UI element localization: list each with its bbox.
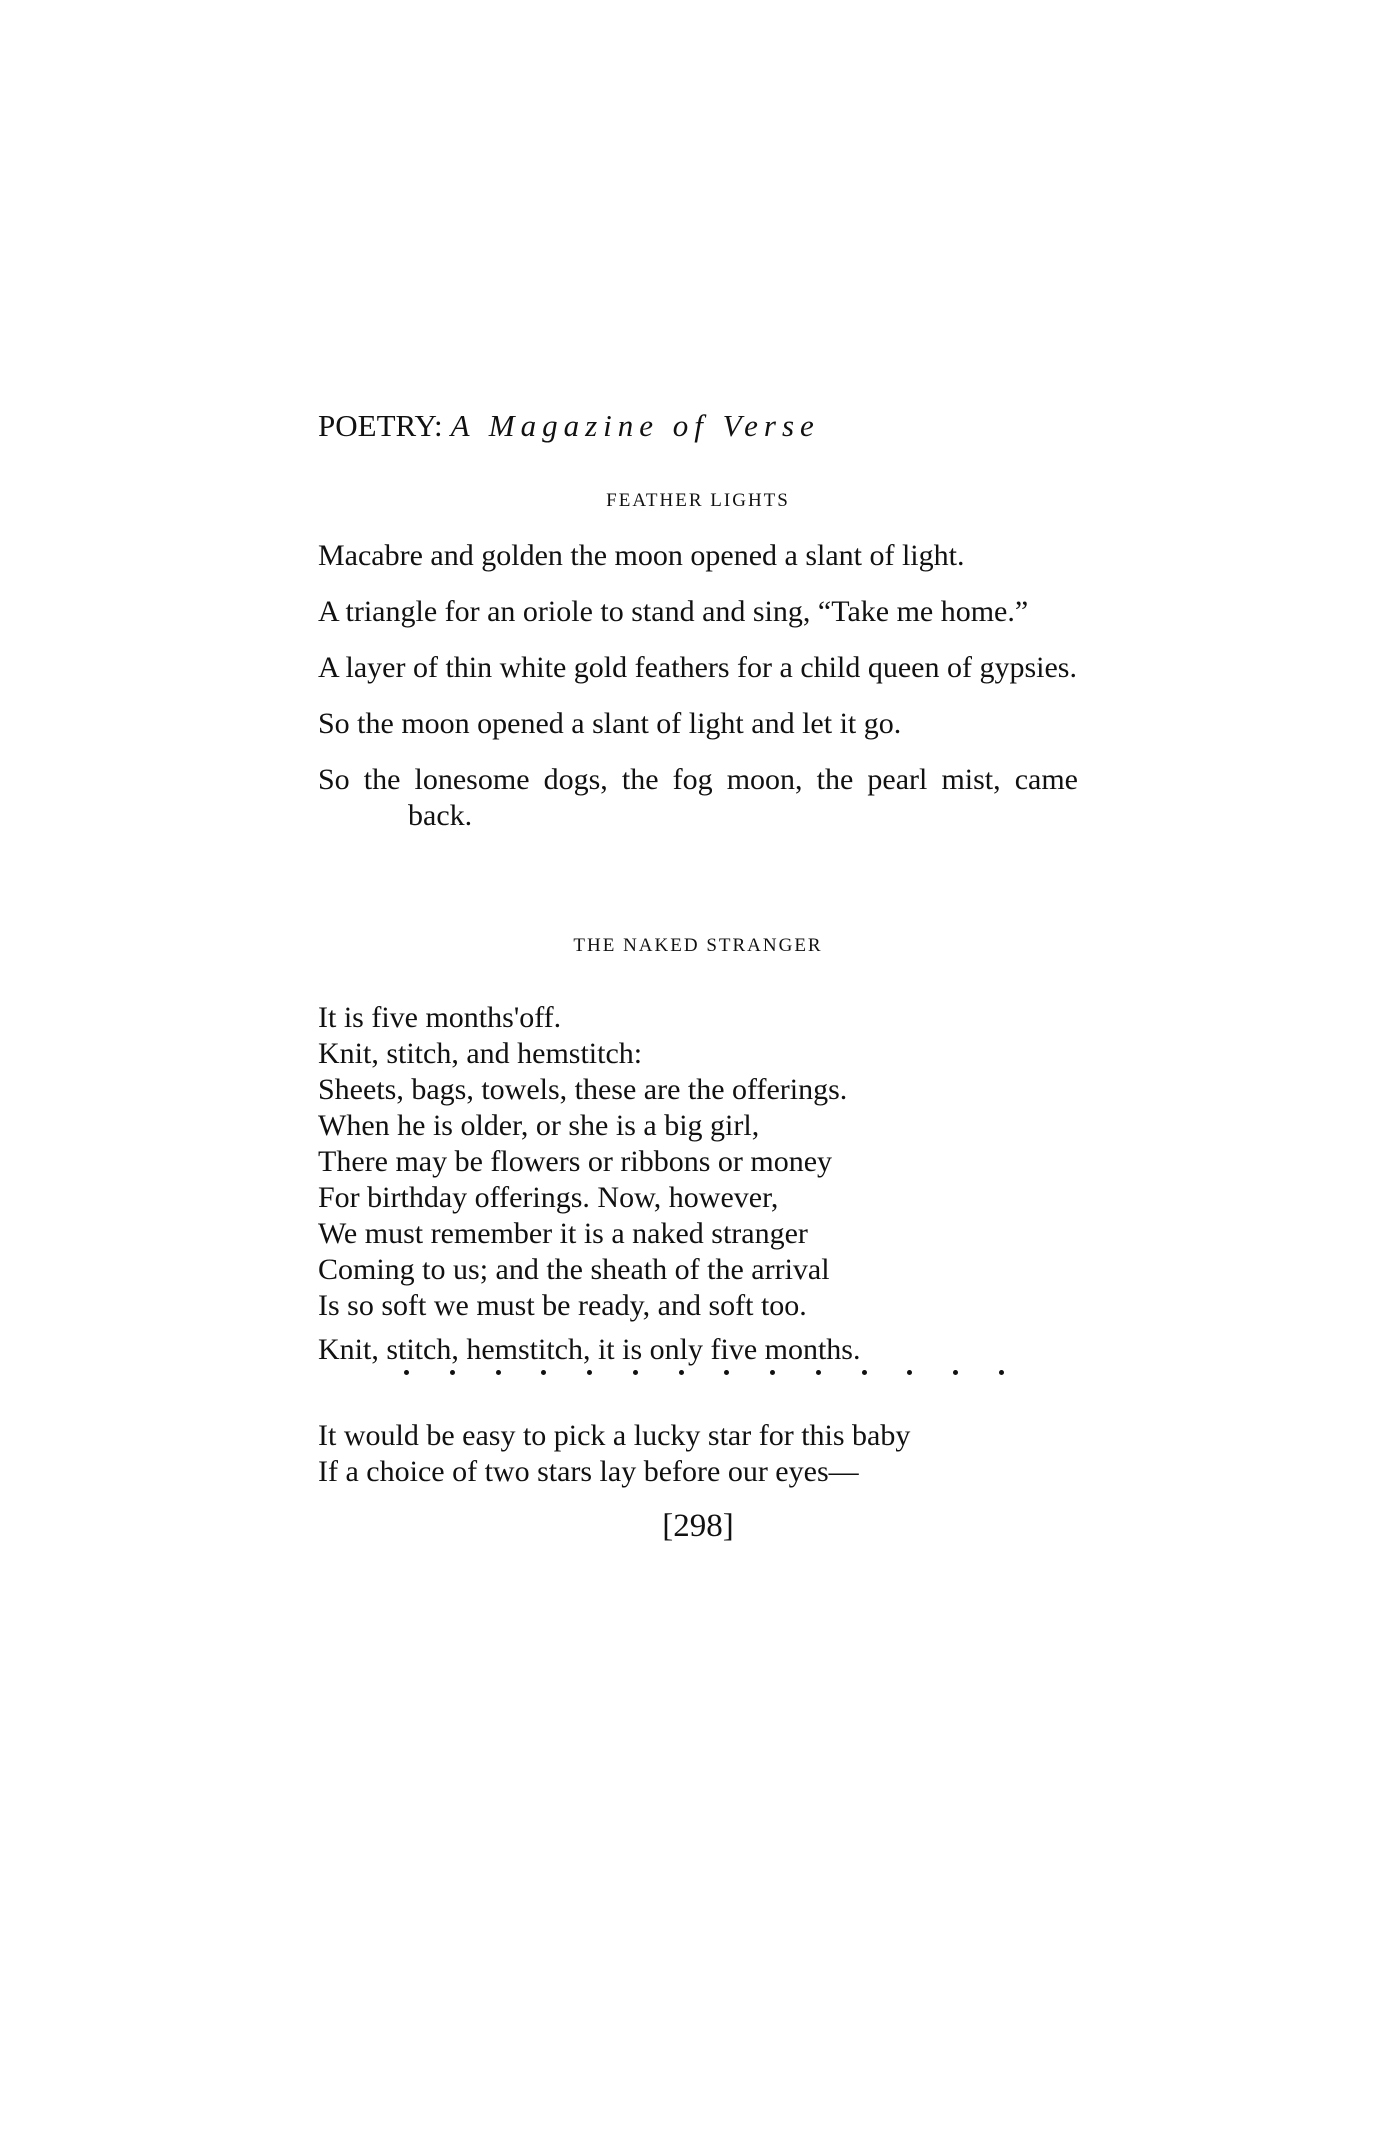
verse-line: Coming to us; and the sheath of the arrival — [318, 1253, 830, 1286]
poem-title-feather-lights: FEATHER LIGHTS — [606, 490, 790, 511]
verse-line: For birthday offerings. Now, however, — [318, 1181, 779, 1214]
separator-dot — [496, 1370, 501, 1375]
separator-dot — [679, 1370, 684, 1375]
separator-dot — [999, 1370, 1004, 1375]
naked-stranger-stanza-3 — [318, 1418, 1078, 1490]
verse-line: Is so soft we must be ready, and soft too. — [318, 1289, 807, 1322]
separator-dot — [541, 1370, 546, 1375]
verse-line: It is five months'off. — [318, 1001, 562, 1034]
verse-line: A triangle for an oriole to stand and sing, “Take me home.” — [318, 595, 1029, 628]
ellipsis-separator — [404, 1360, 1004, 1380]
running-head-title: POETRY: — [318, 408, 443, 443]
separator-dot — [770, 1370, 775, 1375]
verse-line: Knit, stitch, and hemstitch: — [318, 1037, 643, 1070]
separator-dot — [907, 1370, 912, 1375]
verse-line: So the lonesome dogs, the fog moon, the pearl mist, came back. — [318, 763, 1078, 832]
verse-line: So the moon opened a slant of light and let it go. — [318, 707, 902, 740]
verse-line: There may be flowers or ribbons or money — [318, 1145, 833, 1178]
separator-dot — [724, 1370, 729, 1375]
verse-line: It would be easy to pick a lucky star for this baby — [318, 1419, 911, 1452]
poem-feather-lights — [318, 538, 1078, 854]
separator-dot — [587, 1370, 592, 1375]
running-head — [318, 408, 820, 444]
verse-line: A layer of thin white gold feathers for a child queen of gypsies. — [318, 651, 1077, 684]
separator-dot — [816, 1370, 821, 1375]
running-head-subtitle: A Magazine of Verse — [450, 408, 820, 443]
verse-line: We must remember it is a naked stranger — [318, 1217, 808, 1250]
separator-dot — [862, 1370, 867, 1375]
separator-dot — [450, 1370, 455, 1375]
verse-line: Knit, stitch, hemstitch, it is only five months. — [318, 1333, 861, 1366]
verse-line: Macabre and golden the moon opened a slant of light. — [318, 539, 965, 572]
separator-dot — [953, 1370, 958, 1375]
poem-title-naked-stranger: THE NAKED STRANGER — [573, 935, 823, 956]
verse-line: When he is older, or she is a big girl, — [318, 1109, 760, 1142]
separator-dot — [633, 1370, 638, 1375]
page-number: [298] — [662, 1508, 734, 1544]
verse-line: Sheets, bags, towels, these are the offerings. — [318, 1073, 848, 1106]
naked-stranger-stanza-1 — [318, 1000, 1078, 1324]
separator-dot — [404, 1370, 409, 1375]
verse-line: If a choice of two stars lay before our eyes— — [318, 1455, 859, 1488]
